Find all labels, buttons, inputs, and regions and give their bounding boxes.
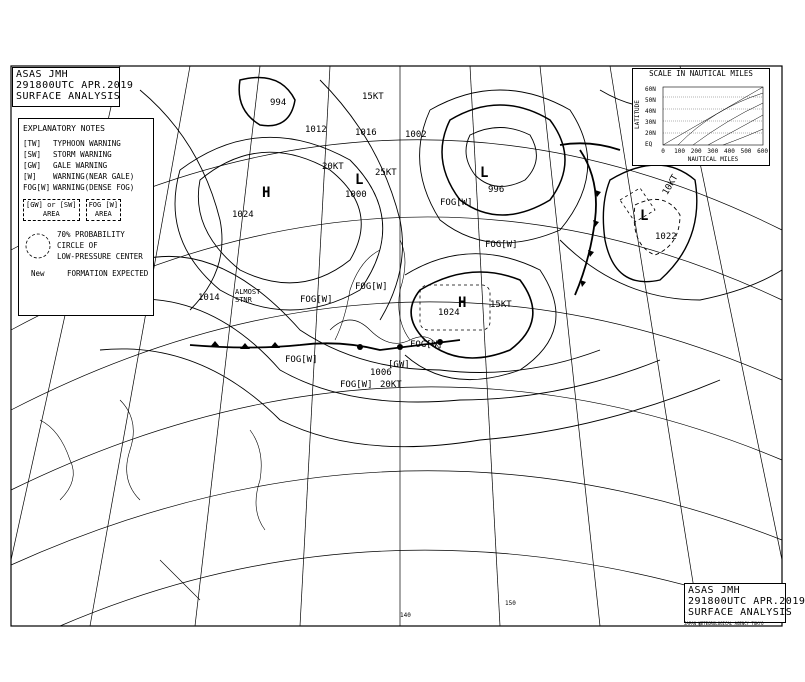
legend-gale: [GW] GALE WARNING — [23, 161, 108, 170]
latitude-tick: 40N — [645, 108, 656, 115]
probability-legend: 70% PROBABILITY CIRCLE OF LOW-PRESSURE CENTER — [23, 229, 149, 262]
gw-sw-area-tag: [GW] or [SW] AREA — [23, 199, 80, 221]
pressure-1012: 1012 — [305, 125, 327, 135]
pressure-1006: 1006 — [370, 368, 392, 378]
pressure-994: 994 — [270, 98, 287, 108]
speed-10kt: 10KT — [661, 173, 681, 197]
fog-warning-label-7: FOG[W] — [340, 380, 373, 390]
footer-datetime: 291800UTC APR.2019 — [688, 596, 805, 607]
scale-chart — [633, 79, 769, 163]
fog-warning-label-3: FOG[W] — [355, 282, 388, 292]
legend-dense-fog: FOG[W] WARNING(DENSE FOG) — [23, 183, 135, 192]
mile-tick: 500 — [740, 148, 752, 155]
latitude-ticks — [645, 86, 656, 148]
low-pressure-label-far-east: L — [640, 208, 649, 224]
speed-25kt: 25KT — [375, 168, 397, 178]
latitude-tick: EQ — [645, 141, 653, 148]
fog-warning-label-2: FOG[W] — [485, 240, 518, 250]
latitude-tick: 50N — [645, 97, 656, 104]
scale-ylabel: LATITUDE — [634, 100, 641, 129]
mile-tick: 600 — [757, 148, 769, 155]
latitude-tick: 60N — [645, 86, 656, 93]
pressure-1024-east: 1024 — [438, 308, 460, 318]
scale-xlabel: NAUTICAL MILES — [687, 156, 739, 163]
header-datetime: 291800UTC APR.2019 — [16, 80, 134, 91]
scale-box — [632, 68, 770, 166]
mile-tick: 300 — [707, 148, 719, 155]
header-title: SURFACE ANALYSIS — [16, 91, 121, 102]
mile-tick: 0 — [661, 148, 665, 155]
almost-stationary-label: ALMOST STNR — [235, 288, 261, 304]
fog-warning-label-5: FOG[W] — [410, 340, 443, 350]
dashed-circle-icon — [23, 231, 53, 261]
fog-warning-label-1: FOG[W] — [440, 198, 473, 208]
speed-15kt-east: 15KT — [490, 300, 512, 310]
explanatory-title: EXPLANATORY NOTES — [23, 124, 105, 133]
legend-storm: [SW] STORM WARNING — [23, 150, 112, 159]
legend-near-gale: [W] WARNING(NEAR GALE) — [23, 172, 135, 181]
gale-warning-label: [GW] — [388, 360, 410, 370]
front-symbols — [210, 190, 601, 350]
pressure-1024-west: 1024 — [232, 210, 254, 220]
speed-20kt-north: 20KT — [322, 162, 344, 172]
pressure-1002: 1002 — [405, 130, 427, 140]
latitude-tick: 20N — [645, 130, 656, 137]
longitude-150: 150 — [505, 600, 516, 607]
scale-title: SCALE IN NAUTICAL MILES — [649, 69, 753, 78]
header-box — [12, 67, 134, 107]
pressure-996: 996 — [488, 185, 505, 195]
footer-title: SURFACE ANALYSIS — [688, 607, 793, 618]
pressure-1000: 1000 — [345, 190, 367, 200]
mile-tick: 200 — [690, 148, 702, 155]
fog-warning-label-4: FOG[W] — [300, 295, 333, 305]
area-legend — [23, 199, 149, 221]
pressure-1014: 1014 — [198, 293, 220, 303]
footer-agency: ASAS JMH — [688, 585, 741, 596]
longitude-140: 140 — [400, 612, 411, 619]
header-agency: ASAS JMH — [16, 69, 69, 80]
legend-typhoon: [TW] TYPHOON WARNING — [23, 139, 121, 148]
speed-15kt-north: 15KT — [362, 92, 384, 102]
fog-area-tag: FOG [W] AREA — [86, 199, 122, 221]
footer-box — [684, 583, 805, 623]
mile-ticks — [661, 148, 768, 155]
explanatory-notes — [18, 118, 154, 316]
high-pressure-label-east: H — [458, 295, 467, 311]
fog-warning-label-6: FOG[W] — [285, 355, 318, 365]
speed-20kt-south: 20KT — [380, 380, 402, 390]
new-formation-legend: New FORMATION EXPECTED — [31, 269, 149, 278]
high-pressure-label: H — [262, 185, 271, 201]
warning-areas — [420, 188, 655, 330]
mile-tick: 400 — [723, 148, 735, 155]
latitude-tick: 30N — [645, 119, 656, 126]
mile-tick: 100 — [674, 148, 686, 155]
issuer-label: JAPAN METEOROLOGICAL AGENCY TOKYO — [684, 621, 764, 626]
low-pressure-label: L — [355, 172, 364, 188]
pressure-1022: 1022 — [655, 232, 677, 242]
low-pressure-label-east: L — [480, 165, 489, 181]
pressure-1016: 1016 — [355, 128, 377, 138]
